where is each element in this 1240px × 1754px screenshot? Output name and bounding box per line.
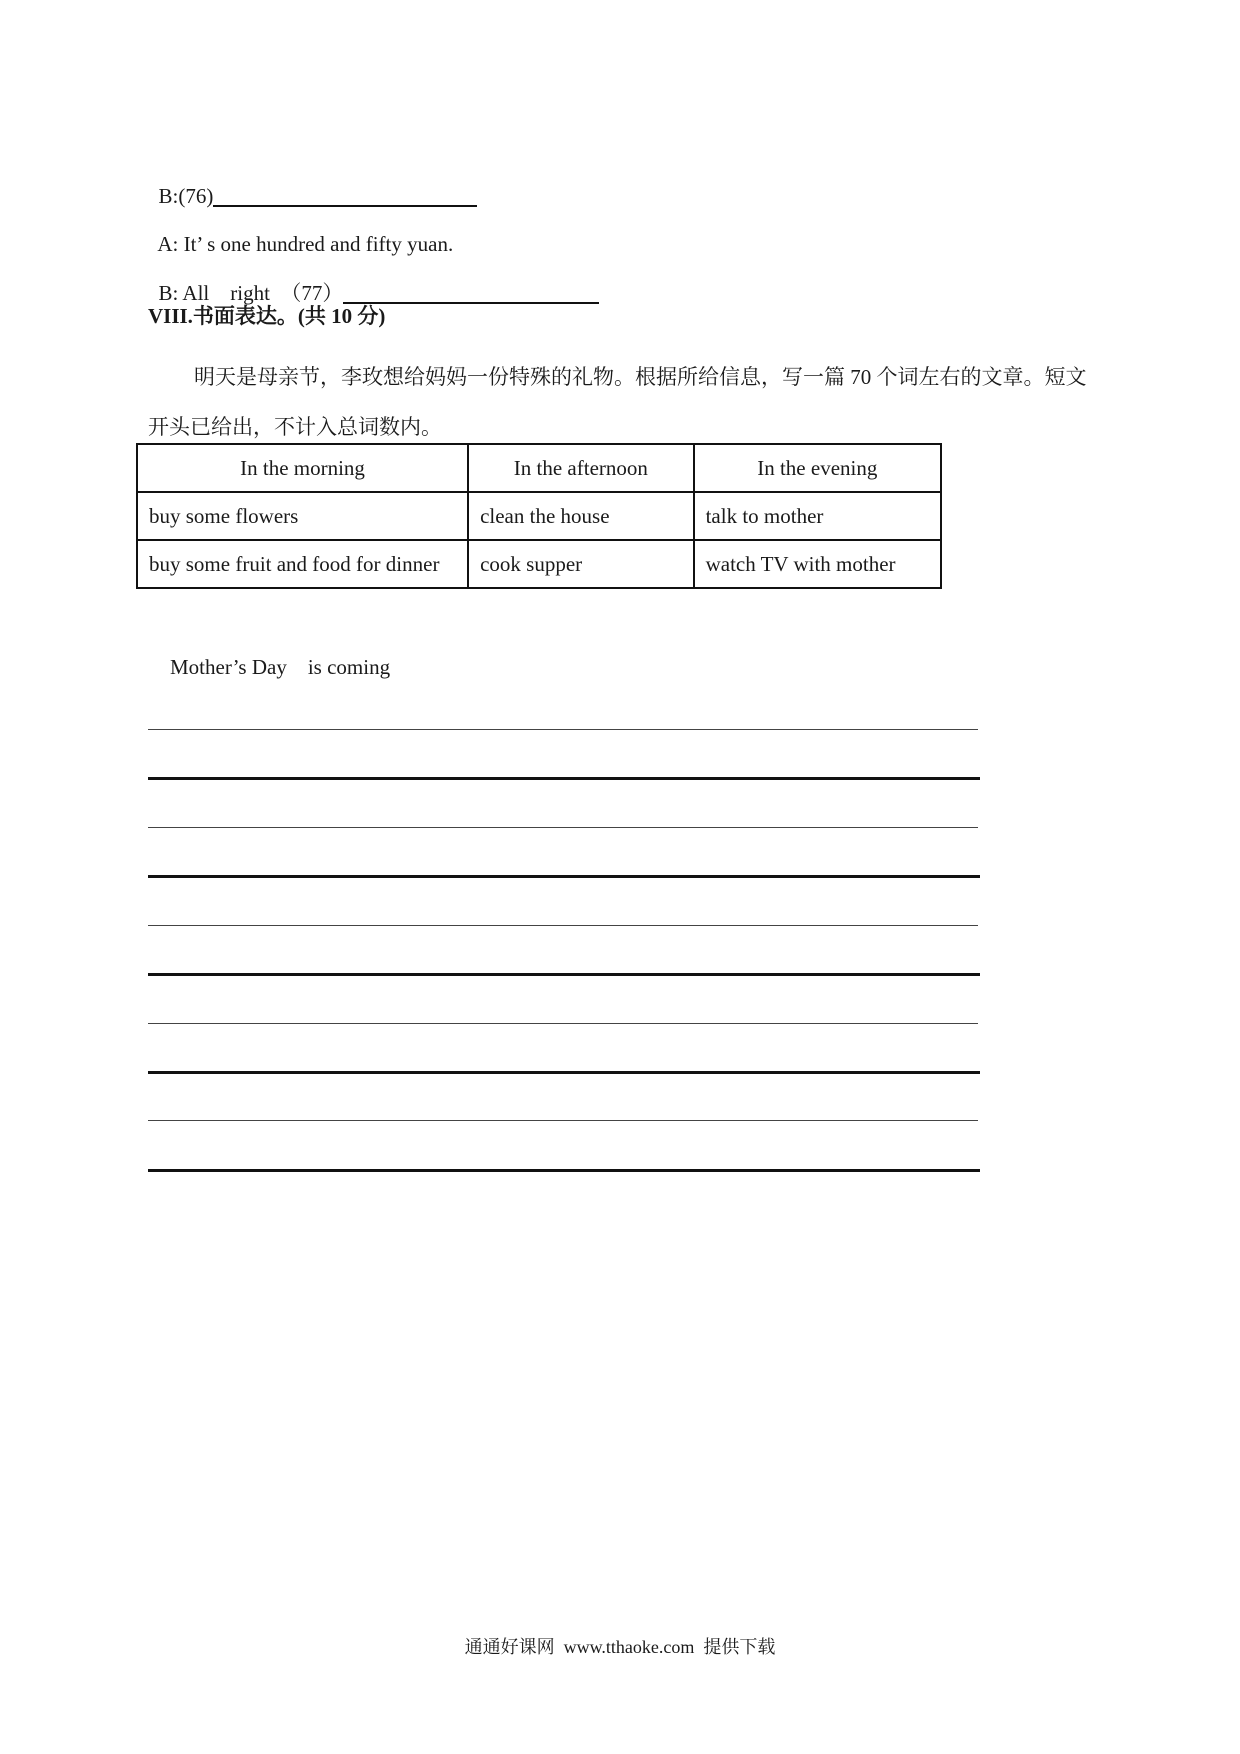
table-header-afternoon: In the afternoon [468, 444, 694, 492]
table-row [137, 540, 941, 588]
section-title: VIII.书面表达。(共 10 分) [148, 304, 386, 328]
table-cell: talk to mother [694, 492, 941, 540]
activity-table [136, 443, 942, 589]
writing-line[interactable] [148, 1023, 978, 1024]
writing-line[interactable] [148, 875, 980, 878]
essay-opening: Mother’s Day is coming [170, 655, 391, 679]
writing-line[interactable] [148, 1169, 980, 1172]
writing-line[interactable] [148, 777, 980, 780]
dialogue-speaker-b-77: B: All right （77） [158, 281, 344, 305]
writing-line[interactable] [148, 729, 978, 730]
writing-line[interactable] [148, 925, 978, 926]
table-header-row [137, 444, 941, 492]
dialogue-line-a [148, 213, 453, 255]
table-cell: clean the house [468, 492, 694, 540]
writing-line[interactable] [148, 1071, 980, 1074]
dialogue-a-text: A: It’ s one hundred and fifty yuan. [157, 232, 454, 256]
table-cell: buy some fruit and food for dinner [137, 540, 468, 588]
page-footer: 通通好课网 www.tthaoke.com 提供下载 [464, 1637, 776, 1657]
dialogue-line-76 [148, 164, 477, 207]
section-instructions: 明天是母亲节，李玫想给妈妈一份特殊的礼物。根据所给信息，写一篇 70 个词左右的文章。短文开头已给出，不计入总词数内。 [148, 365, 1087, 439]
writing-line[interactable] [148, 1120, 978, 1121]
answer-blank-76[interactable] [213, 185, 477, 207]
table-cell: buy some flowers [137, 492, 468, 540]
writing-line[interactable] [148, 973, 980, 976]
dialogue-speaker-b-76: B:(76) [158, 184, 214, 208]
dialogue-line-77 [148, 261, 599, 304]
writing-line[interactable] [148, 827, 978, 828]
table-header-morning: In the morning [137, 444, 468, 492]
table-cell: cook supper [468, 540, 694, 588]
answer-blank-77[interactable] [343, 282, 599, 304]
table-header-evening: In the evening [694, 444, 941, 492]
table-row [137, 492, 941, 540]
table-cell: watch TV with mother [694, 540, 941, 588]
